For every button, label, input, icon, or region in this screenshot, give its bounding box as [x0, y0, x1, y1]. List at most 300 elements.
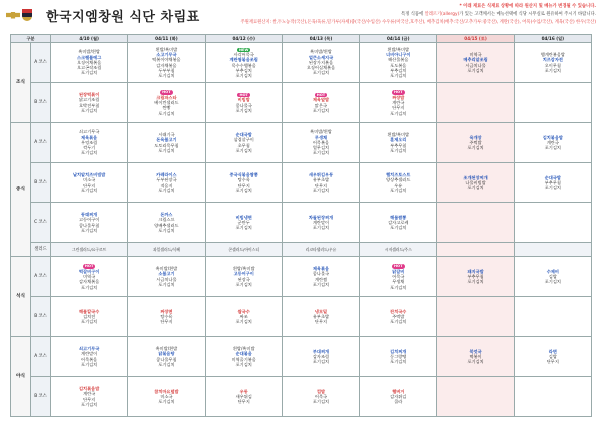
dish-item: 계란국 — [83, 391, 96, 397]
notice-line-2 — [401, 11, 596, 17]
day-header-holiday: 04/15 (토) — [437, 35, 514, 43]
menu-cell — [51, 83, 128, 123]
dish-item: 햄치즈토스트 — [386, 171, 411, 177]
dish-item: 단무지 — [314, 319, 328, 325]
menu-cell — [128, 297, 205, 337]
menu-cell — [437, 163, 514, 203]
dish-item: 포기김치 — [81, 401, 98, 407]
dish-item: 과일샐러드/식혜 — [152, 246, 180, 252]
dish-item: 순대볶음 — [235, 351, 252, 357]
dish-item: 참치마요덮밥 — [154, 388, 179, 394]
dish-item: 포기김치 — [158, 147, 175, 153]
hot-badge: HOT — [239, 92, 248, 97]
menu-cell — [128, 203, 205, 243]
menu-cell — [437, 257, 514, 297]
menu-cell — [128, 377, 205, 417]
dish-item: 치즈감자전 — [542, 57, 563, 63]
dish-item: 순대국밥 — [544, 174, 561, 180]
menu-cell — [51, 163, 128, 203]
dish-item: 닭고기조림 — [79, 97, 100, 103]
meal-label: 석식 — [11, 257, 31, 337]
hot-badge: HOT — [394, 264, 403, 269]
dish-item: 군만두 — [237, 219, 250, 225]
dish-item: 부추김치 — [235, 67, 252, 73]
dish-item: 포기김치 — [81, 319, 98, 325]
dish-item: 부대찌개 — [312, 348, 330, 354]
dish-item: 우엉조림 — [81, 139, 98, 145]
dish-item: 포도볶음 — [390, 62, 407, 68]
dish-item: 포기김치 — [235, 187, 252, 193]
dish-item: 포기김치 — [235, 225, 252, 231]
origin-notice: 주원재료원산지: 쌀,두노농작(국산),돈육/육류,밀가루(자세)중(국산/수입산) 수우류(미국산,호주산), 배추김치(배추:국산/고추가루:중국산), 계란(국산), 어묵(수입/국산), 계육(국산) 한우(국산) — [240, 20, 596, 25]
dish-item: 어묵국 — [392, 273, 405, 279]
dish-item: 오고곤작조림 — [77, 65, 102, 71]
dish-item: 포기김치 — [81, 150, 98, 156]
course-label: A 코스 — [31, 43, 51, 83]
menu-cell — [360, 337, 437, 377]
dish-item: 포기김치 — [390, 319, 407, 325]
dish-item: 해물짬뽕 — [390, 214, 407, 220]
dish-item: 단무지 — [237, 182, 250, 188]
dish-item: 포기김치 — [544, 67, 561, 73]
dish-item: 흰밥/흑미밥 — [387, 131, 410, 137]
menu-cell — [437, 203, 514, 243]
day-header: 04/13 (목) — [282, 35, 359, 43]
menu-cell — [282, 337, 359, 377]
dish-item: 감자채볶음 — [156, 62, 177, 68]
allergy-highlight: 알레르기(allergy) — [424, 12, 460, 17]
dish-item: 포기김치 — [235, 319, 252, 325]
dish-item: 포기김치 — [544, 185, 561, 191]
dish-item: 포기김치 — [390, 147, 407, 153]
day-header: 04/11 (화) — [128, 35, 205, 43]
dish-item: 포기김치 — [312, 359, 330, 365]
menu-cell — [282, 257, 359, 297]
dish-item: 깍두기 — [83, 145, 96, 151]
dish-item: 소불고기 — [158, 271, 175, 277]
menu-cell — [205, 377, 282, 417]
dish-item: 탕수육 — [237, 177, 250, 183]
meal-label: 조식 — [11, 43, 31, 123]
course-label: B 코스 — [31, 377, 51, 417]
notice-line-2-a: 특정 식품에 — [401, 12, 425, 17]
menu-cell — [205, 257, 282, 297]
menu-cell — [51, 203, 128, 243]
hot-badge: HOT — [84, 264, 94, 269]
dish-item: 짜조 — [239, 313, 248, 319]
dish-item: 컵밥 — [316, 388, 326, 394]
dish-item: 햄계란볶음밥 — [540, 51, 565, 57]
dish-item: 해물칼국수 — [79, 308, 100, 314]
dish-item: 콩나물국 — [235, 102, 252, 108]
dish-item: 단무지 — [392, 105, 405, 111]
dish-item: 시래기국 — [158, 131, 175, 137]
menu-cell — [205, 163, 282, 203]
dish-item: 단무지 — [314, 182, 328, 188]
dish-item: 주먹밥 — [392, 313, 405, 319]
dish-item: 단무지 — [83, 396, 96, 402]
dish-item: 포기김치 — [158, 187, 175, 193]
menu-cell — [514, 377, 591, 417]
dish-item: 포기김치 — [390, 225, 407, 231]
dish-item: 포기김치 — [390, 284, 407, 290]
dish-item: 어묵볶음 — [312, 139, 330, 145]
dish-item: 흑미밥/흰밥 — [155, 265, 178, 271]
menu-cell — [128, 243, 205, 257]
menu-cell — [360, 123, 437, 163]
dish-item: 유부초밥 — [312, 313, 330, 319]
dish-item: 포기김치 — [158, 227, 175, 233]
cadillac-crest-icon — [22, 9, 32, 21]
dish-item: 콘샐러드/아이스티 — [228, 246, 260, 252]
page-title: 한국지엠창원 식단 차림표 — [46, 10, 200, 25]
dish-item: 포기김치 — [312, 187, 330, 193]
dish-item: 포기김치 — [81, 187, 98, 193]
menu-cell — [514, 83, 591, 123]
dish-item: 부추무침 — [467, 273, 484, 279]
course-label: A 코스 — [31, 337, 51, 377]
dish-item: 주먹밥 — [469, 139, 482, 145]
dish-item: 미역국 — [469, 51, 482, 57]
dish-item: 감자채볶음 — [79, 279, 100, 285]
dish-item: 콩나물무침 — [156, 356, 177, 362]
new-badge: NEW — [238, 47, 249, 52]
menu-cell — [437, 243, 514, 257]
dish-item: 부추무침 — [544, 179, 561, 185]
hot-badge: HOT — [394, 90, 403, 95]
dish-item: 계란말이 — [312, 219, 330, 225]
menu-cell — [51, 257, 128, 297]
dish-item: 포기김치 — [467, 359, 484, 365]
dish-item: 사각어묵국 — [233, 51, 254, 57]
dish-item: 된장가지볶음 — [308, 59, 334, 65]
menu-cell — [437, 43, 514, 83]
dish-item: 오이무침 — [544, 62, 561, 68]
dish-item: 수제비 — [546, 268, 559, 274]
dish-item: 흑미밥/흰밥 — [155, 345, 178, 351]
dish-item: 김치전 — [83, 313, 96, 319]
dish-item: 돈까스 — [160, 211, 173, 217]
dish-item: 포기김치 — [390, 359, 407, 365]
dish-item: 짜장면 — [160, 308, 173, 314]
dish-item: 포기김치 — [235, 281, 252, 287]
menu-cell — [51, 377, 128, 417]
dish-item: 단무지 — [160, 319, 173, 325]
dish-item: 도토리묵무침 — [154, 142, 179, 148]
dish-item: 김밥 — [548, 273, 557, 279]
dish-item: 두부부침 — [158, 67, 175, 73]
dish-item: 너비아니구이 — [386, 51, 411, 57]
menu-cell — [514, 297, 591, 337]
menu-cell — [205, 43, 282, 83]
menu-row — [11, 297, 592, 337]
menu-cell — [282, 163, 359, 203]
dish-item: 김치찌개 — [390, 348, 407, 354]
menu-cell — [514, 243, 591, 257]
menu-row — [11, 123, 592, 163]
dish-item: 카레라이스 — [156, 171, 177, 177]
dish-item: 계란찜 — [314, 276, 328, 282]
dish-item: 햄버거 — [392, 388, 405, 394]
dish-item: 단무지 — [83, 182, 96, 188]
dish-item: 포기김치 — [312, 399, 330, 405]
dish-item: 김치볶음밥 — [79, 385, 100, 391]
dish-item: 북엇국 — [469, 348, 482, 354]
dish-item: 감자튀김 — [390, 393, 407, 399]
notice-line-2-b: 가 있는 고객께서는 메뉴선택에 식당 시무실로 원유하여 주시기 바랍니다. — [459, 12, 596, 17]
dish-item: 미소국 — [160, 393, 173, 399]
dish-item: 무생채 — [314, 134, 328, 140]
day-header: 04/12 (수) — [205, 35, 282, 43]
dish-item: 쇠고기무국 — [79, 345, 100, 351]
dish-item: 새우튀김우동 — [308, 171, 334, 177]
dish-item: 계란국 — [546, 139, 559, 145]
dish-item: 흑미밥/흰밥 — [310, 129, 332, 135]
dish-item: 떡갈비구이 — [79, 268, 100, 274]
dish-item: 그린샐러드/요구르트 — [71, 246, 107, 252]
dish-item: 포기김치 — [81, 361, 98, 367]
dish-item: 포기김치 — [312, 70, 330, 76]
menu-cell — [437, 297, 514, 337]
dish-item: 짜장밥 — [392, 94, 405, 100]
dish-item: 삼겹살구이 — [233, 137, 254, 143]
chevrolet-bowtie-icon — [6, 12, 20, 19]
dish-item: 흰밥/흑미밥 — [232, 345, 255, 351]
dish-item: 포기김치 — [81, 70, 98, 76]
dish-item: 제육덮밥 — [312, 97, 330, 103]
dish-item: 초무침 — [237, 142, 250, 148]
dish-item: 포기김치 — [81, 107, 98, 113]
dish-item: 오징어실채볶음 — [306, 65, 336, 71]
dish-item: 흑미밥/흰밥 — [310, 49, 332, 55]
menu-cell — [128, 123, 205, 163]
dish-item: 차돌된장찌개 — [308, 214, 334, 220]
dish-item: 콩나물무침 — [79, 222, 100, 228]
menu-cell — [128, 337, 205, 377]
page-header — [0, 0, 600, 34]
menu-row — [11, 43, 592, 83]
dish-item: 날치알치즈비빔밥 — [72, 171, 106, 177]
course-label: B 코스 — [31, 83, 51, 123]
dish-item: 시금치나물 — [465, 62, 486, 68]
dish-item: 탕수육 — [160, 313, 173, 319]
dish-item: 포기김치 — [390, 73, 407, 79]
dish-item: 크림스프 — [158, 217, 175, 223]
dish-item: 돼지국밥 — [467, 268, 484, 274]
menu-cell — [128, 257, 205, 297]
menu-row — [11, 163, 592, 203]
dish-item: 비빔냉면 — [235, 214, 252, 220]
menu-row — [11, 243, 592, 257]
dish-item: 떡볶이 — [469, 353, 482, 359]
dish-item: 포기김치 — [312, 225, 330, 231]
day-header: 4/10 (월) — [51, 35, 128, 43]
menu-row — [11, 203, 592, 243]
menu-cell — [282, 297, 359, 337]
dish-item: 포기김치 — [312, 107, 330, 113]
menu-cell — [282, 377, 359, 417]
menu-row — [11, 377, 592, 417]
dish-item: 베이컨샐러드 — [154, 99, 179, 105]
dish-item: 닭갈비 — [392, 268, 405, 274]
course-label: B 코스 — [31, 297, 51, 337]
dish-item: 우유 — [394, 182, 403, 188]
menu-cell — [360, 83, 437, 123]
menu-cell — [514, 203, 591, 243]
dish-item: 우동 — [239, 388, 248, 394]
dish-item: 조개된장찌개 — [463, 174, 488, 180]
dish-item: 찐빵 — [162, 105, 171, 111]
dish-item: 미역줄기볶음 — [231, 356, 256, 362]
dish-item: 포기김치 — [158, 399, 175, 405]
dish-item: 양상추샐러드 — [386, 177, 411, 183]
menu-cell — [437, 337, 514, 377]
day-header: 04/16 (일) — [514, 35, 591, 43]
course-label: 샐러드 — [31, 243, 51, 257]
menu-table — [10, 34, 592, 417]
menu-cell — [514, 123, 591, 163]
menu-cell — [437, 377, 514, 417]
dish-item: 시저샐러드/주스 — [384, 246, 412, 252]
dish-item: 흰밥/흑미밥 — [232, 265, 255, 271]
menu-cell — [360, 377, 437, 417]
dish-item: 나물비빔밥 — [465, 179, 486, 185]
dish-item: 콩나물국 — [312, 271, 330, 277]
menu-cell — [514, 337, 591, 377]
dish-item: 소고기무국 — [156, 51, 177, 57]
dish-item: 호박전부침 — [79, 102, 100, 108]
course-label: A 코스 — [31, 123, 51, 163]
menu-cell — [205, 203, 282, 243]
menu-cell — [205, 243, 282, 257]
menu-cell — [128, 163, 205, 203]
menu-cell — [360, 163, 437, 203]
dish-item: 김밥 — [548, 353, 557, 359]
dish-item: 부추김치 — [390, 67, 407, 73]
dish-item: 김치볶음밥 — [542, 134, 563, 140]
dish-item: 냉모밀 — [314, 308, 328, 314]
dish-item: 어묵국 — [314, 393, 328, 399]
menu-cell — [514, 43, 591, 83]
dish-item: 포기김치 — [390, 187, 407, 193]
dish-item: 포기김치 — [467, 145, 484, 151]
menu-cell — [360, 203, 437, 243]
menu-cell — [205, 123, 282, 163]
hot-badge: HOT — [162, 90, 171, 95]
menu-cell — [51, 337, 128, 377]
dish-item: 미소국 — [83, 177, 96, 183]
dish-item: 비빔밥 — [237, 97, 250, 103]
dish-item: 포기김치 — [235, 147, 252, 153]
dish-item: 두부된장국 — [156, 177, 177, 183]
dish-item: 돈육불고기 — [156, 137, 177, 143]
dish-item: 스크램블에그 — [77, 54, 102, 60]
menu-row — [11, 83, 592, 123]
dish-item: 떡볶이야채볶음 — [152, 57, 181, 63]
menu-cell — [51, 43, 128, 83]
dish-item: 미역국 — [83, 273, 96, 279]
dish-item: 계란찜볶음조림 — [229, 57, 258, 63]
dish-item: 포기김치 — [544, 145, 561, 151]
brand-logo — [6, 8, 44, 22]
dish-item: 된장떡볶이 — [79, 91, 100, 97]
dish-item: 닭볶음탕 — [158, 351, 175, 357]
meal-label: 야식 — [11, 337, 31, 417]
dish-item: 제육볶음 — [81, 134, 98, 140]
dish-item: 콜라 — [394, 399, 403, 405]
dish-item: 잔치국수 — [390, 308, 407, 314]
course-label: C 코스 — [31, 203, 51, 243]
menu-cell — [282, 243, 359, 257]
dish-item: 포기김치 — [390, 110, 407, 116]
dish-item: 순대국밥 — [235, 131, 252, 137]
menu-cell — [282, 123, 359, 163]
dish-item: 포기김치 — [81, 284, 98, 290]
division-header: 구분 — [11, 35, 51, 43]
header-row — [11, 35, 592, 43]
menu-cell — [205, 337, 282, 377]
dish-item: 감자조림 — [312, 353, 330, 359]
dish-item: 쌀국수 — [237, 308, 250, 314]
dish-item: 메추리알조림 — [463, 57, 488, 63]
dish-item: 동그랑땡 — [390, 353, 407, 359]
dish-item: 얼큰소세지국 — [308, 54, 334, 60]
dish-item: 동태찌개 — [81, 211, 98, 217]
dish-item: 흰밥/흑미밥 — [155, 46, 178, 52]
dish-item: 포기김치 — [235, 73, 252, 79]
dish-item: 육개장 — [469, 134, 482, 140]
menu-cell — [360, 257, 437, 297]
dish-item: 훈제오리 — [390, 137, 407, 143]
menu-row — [11, 337, 592, 377]
dish-item: 오징어채볶음 — [77, 59, 102, 65]
menu-cell — [514, 163, 591, 203]
menu-cell — [282, 83, 359, 123]
dish-item: 포기김치 — [158, 281, 175, 287]
dish-item: 크림파스타 — [156, 94, 177, 100]
meal-label: 중식 — [11, 123, 31, 257]
dish-item: 적음지 — [160, 182, 173, 188]
menu-cell — [51, 243, 128, 257]
menu-cell — [128, 83, 205, 123]
notice-line-1: * 이래 재료은 식재료 상황에 따라 원산지 및 메뉴가 변경될 수 있습니다. — [459, 4, 596, 9]
menu-cell — [282, 203, 359, 243]
dish-item: 포기김치 — [312, 150, 330, 156]
dish-item: 어묵볶음 — [81, 356, 98, 362]
dish-item: 제육볶음 — [312, 265, 330, 271]
dish-item: 중국식볶음짬뽕 — [229, 171, 258, 177]
menu-cell — [205, 83, 282, 123]
menu-cell — [282, 43, 359, 83]
dish-item: 양배추샐러드 — [154, 222, 179, 228]
menu-cell — [51, 297, 128, 337]
dish-item: 포기김치 — [235, 361, 252, 367]
course-label: A 코스 — [31, 257, 51, 297]
dish-item: 라면 — [548, 348, 557, 354]
dish-item: 리코타샐러드/우유 — [305, 246, 337, 252]
dish-item: 해산물볶음 — [388, 57, 409, 63]
dish-item: 새우튀김 — [235, 393, 252, 399]
dish-item: 유부초밥 — [312, 177, 330, 183]
dish-item: 시금치나물 — [156, 276, 177, 282]
dish-item: 포기김치 — [467, 67, 484, 73]
dish-item: 단무지 — [237, 399, 250, 405]
menu-cell — [205, 297, 282, 337]
menu-cell — [514, 257, 591, 297]
dish-item: 고등어구이 — [233, 271, 254, 277]
dish-item: 흑미밥/흰밥 — [78, 49, 100, 55]
menu-cell — [360, 297, 437, 337]
